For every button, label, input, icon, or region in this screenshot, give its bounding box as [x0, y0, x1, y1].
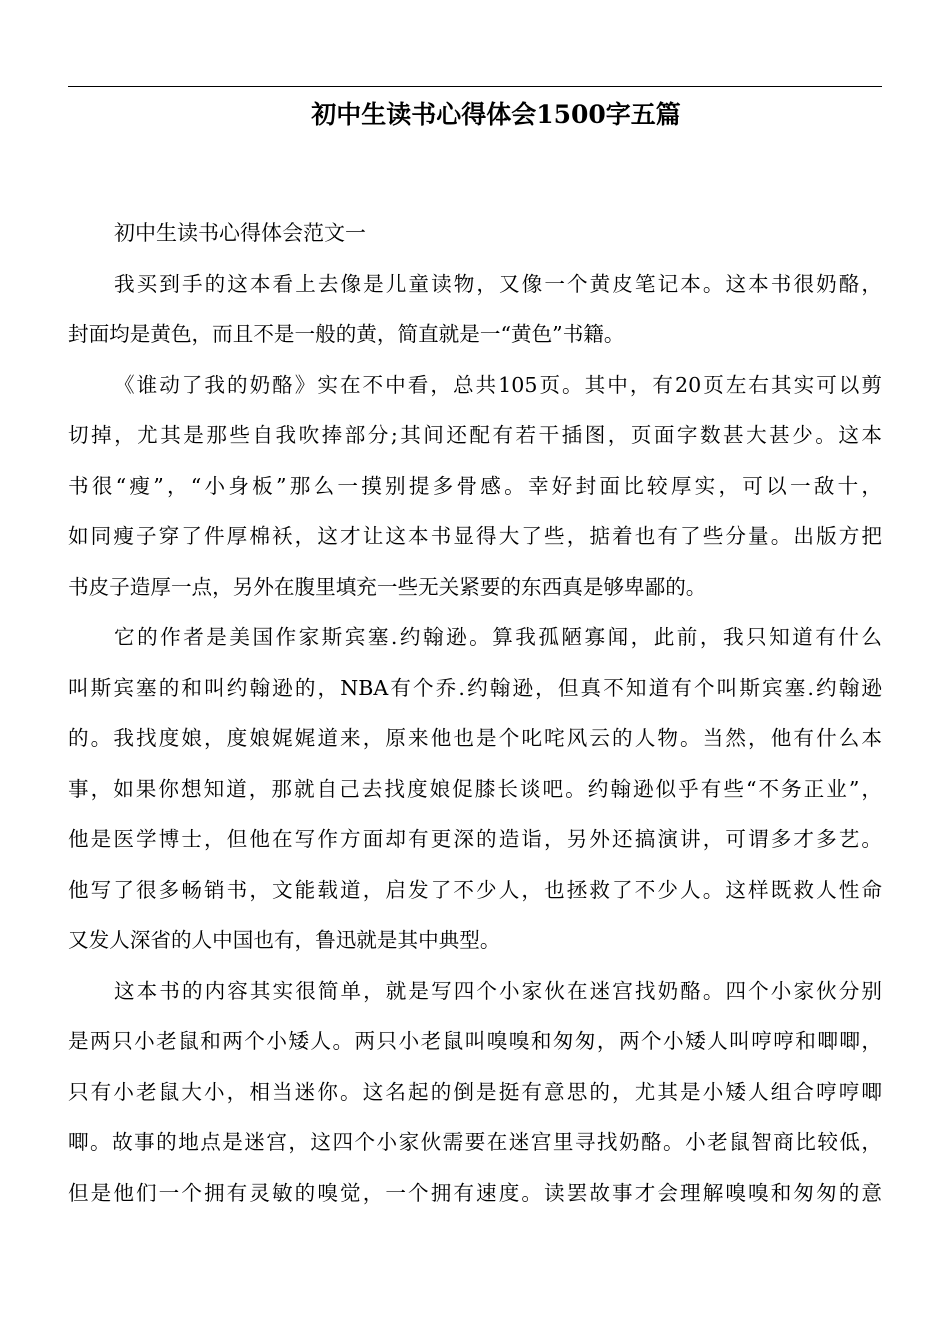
- paragraph-1: [68, 259, 882, 360]
- paragraph-line: 它的作者是美国作家斯宾塞.约翰逊。算我孤陋寡闻，此前，我只知道有什么: [114, 625, 882, 649]
- paragraph-line: 封面均是黄色，而且不是一般的黄，简直就是一“黄色”书籍。: [68, 322, 625, 346]
- paragraph-line: 书很“瘦”，“小身板”那么一摸别提多骨感。幸好封面比较厚实，可以一敌十，: [68, 473, 882, 498]
- paragraph-line: 叫斯宾塞的和叫约翰逊的，NBA有个乔.约翰逊，但真不知道有个叫斯宾塞.约翰逊: [68, 675, 882, 700]
- paragraph-line: 《谁动了我的奶酪》实在不中看，总共105页。其中，有20页左右其实可以剪: [114, 372, 882, 397]
- paragraph-line: 如同瘦子穿了件厚棉袄，这才让这本书显得大了些，掂着也有了些分量。出版方把: [68, 524, 882, 548]
- paragraph-line: 但是他们一个拥有灵敏的嗅觉，一个拥有速度。读罢故事才会理解嗅嗅和匆匆的意: [68, 1180, 882, 1205]
- paragraph-line: 唧。故事的地点是迷宫，这四个小家伙需要在迷宫里寻找奶酪。小老鼠智商比较低，: [68, 1130, 882, 1154]
- paragraph-4: [68, 966, 882, 1219]
- section-heading: 初中生读书心得体会范文一: [114, 221, 366, 245]
- paragraph-line: 我买到手的这本看上去像是儿童读物，又像一个黄皮笔记本。这本书很奶酪，: [114, 271, 882, 296]
- paragraph-line: 是两只小老鼠和两个小矮人。两只小老鼠叫嗅嗅和匆匆，两个小矮人叫哼哼和唧唧，: [68, 1029, 882, 1053]
- paragraph-line: 切掉，尤其是那些自我吹捧部分;其间还配有若干插图，页面字数甚大甚少。这本: [68, 423, 882, 447]
- paragraph-line: 书皮子造厚一点，另外在腹里填充一些无关紧要的东西真是够卑鄙的。: [68, 574, 707, 599]
- header-rule: [68, 86, 882, 87]
- paragraph-2: [68, 360, 882, 613]
- paragraph-line: 的。我找度娘，度娘娓娓道来，原来他也是个叱咤风云的人物。当然，他有什么本: [68, 726, 882, 750]
- paragraph-line: 只有小老鼠大小，相当迷你。这名起的倒是挺有意思的，尤其是小矮人组合哼哼唧: [68, 1079, 882, 1104]
- paragraph-line: 又发人深省的人中国也有，鲁迅就是其中典型。: [68, 928, 501, 952]
- paragraph-line: 他写了很多畅销书，文能载道，启发了不少人，也拯救了不少人。这样既救人性命: [68, 877, 882, 902]
- paragraph-line: 他是医学博士，但他在写作方面却有更深的造诣，另外还搞演讲，可谓多才多艺。: [68, 827, 882, 851]
- paragraph-line: 这本书的内容其实很简单，就是写四个小家伙在迷宫找奶酪。四个小家伙分别: [114, 978, 882, 1003]
- document-title: 初中生读书心得体会1500字五篇: [311, 100, 681, 129]
- paragraph-line: 事，如果你想知道，那就自己去找度娘促膝长谈吧。约翰逊似乎有些“不务正业”，: [68, 776, 882, 801]
- paragraph-3: [68, 612, 882, 966]
- document-body: [68, 208, 882, 1218]
